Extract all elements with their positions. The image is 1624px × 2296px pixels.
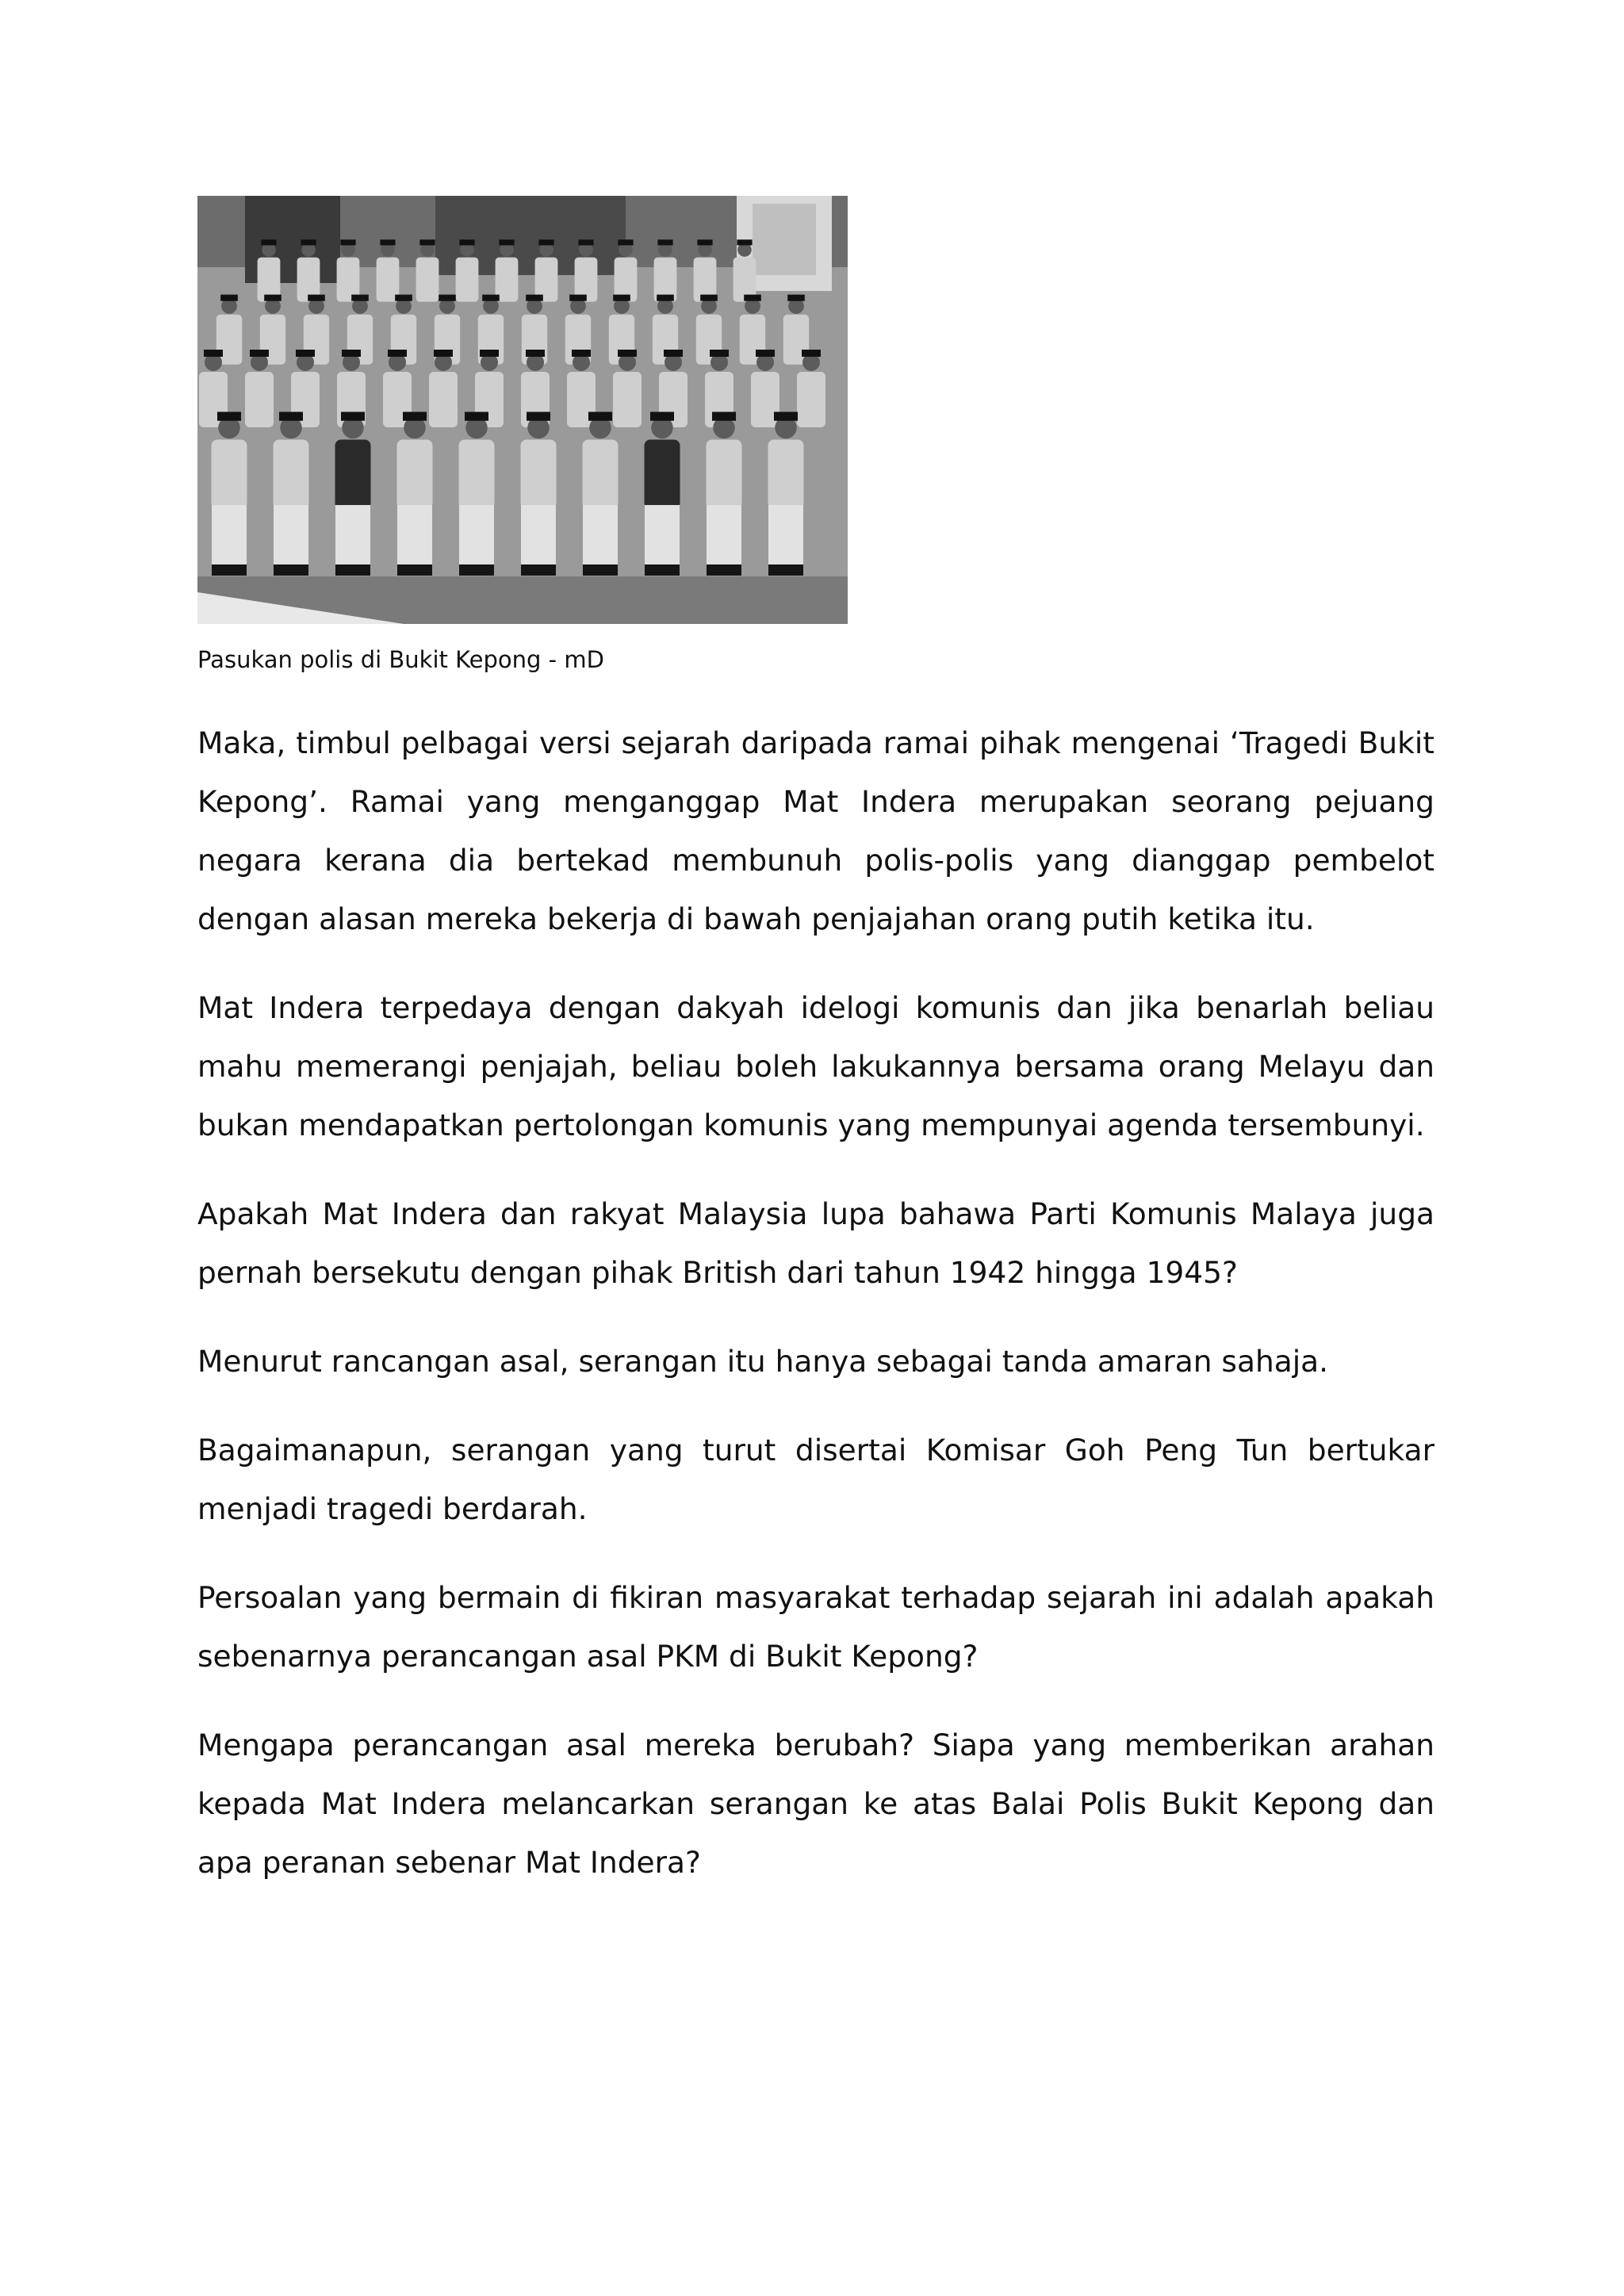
paragraph: Menurut rancangan asal, serangan itu hanya sebagai tanda amaran sahaja.	[197, 1344, 1329, 1379]
article-body	[197, 714, 1434, 1922]
paragraph: Mengapa perancangan asal mereka berubah? Siapa yang memberikan arahan kepada Mat Indera melancarkan serangan ke atas Balai Polis Bukit Kepong dan apa peranan sebenar Mat Indera?	[197, 1728, 1434, 1880]
paragraph: Persoalan yang bermain di fikiran masyarakat terhadap sejarah ini adalah apakah sebenarnya perancangan asal PKM di Bukit Kepong?	[197, 1580, 1434, 1674]
paragraph: Bagaimanapun, serangan yang turut disertai Komisar Goh Peng Tun bertukar menjadi tragedi berdarah.	[197, 1433, 1434, 1526]
photo-caption: Pasukan polis di Bukit Kepong - mD	[197, 646, 604, 673]
paragraph: Mat Indera terpedaya dengan dakyah idelogi komunis dan jika benarlah beliau mahu memerangi penjajah, beliau boleh lakukannya bersama orang Melayu dan bukan mendapatkan pertolongan komunis yang mempunyai agenda tersembunyi.	[197, 990, 1434, 1142]
paragraph: Maka, timbul pelbagai versi sejarah daripada ramai pihak mengenai ‘Tragedi Bukit Kepong’. Ramai yang menganggap Mat Indera merupakan seorang pejuang negara kerana dia bertekad membunuh polis-polis yang dianggap pembelot dengan alasan mereka bekerja di bawah penjajahan orang putih ketika itu.	[197, 725, 1434, 936]
group-photo	[197, 196, 848, 624]
paragraph: Apakah Mat Indera dan rakyat Malaysia lupa bahawa Parti Komunis Malaya juga pernah bersekutu dengan pihak British dari tahun 1942 hingga 1945?	[197, 1196, 1434, 1290]
